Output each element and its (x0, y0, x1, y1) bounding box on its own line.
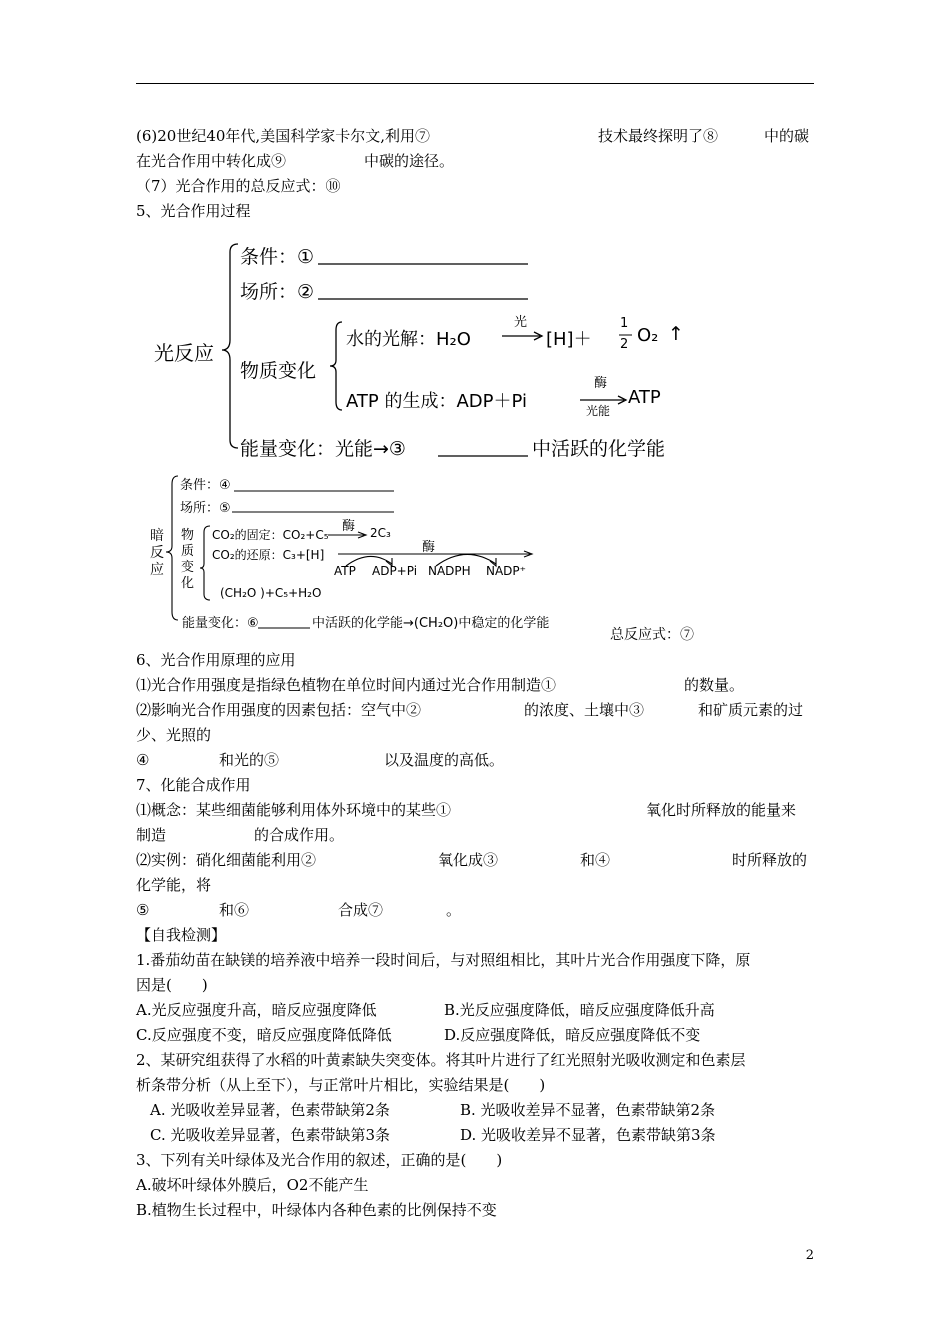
text-line: ⑴概念：某些细菌能够利用体外环境中的某些① (136, 801, 452, 819)
text-line: ⑵实例：硝化细菌能利用② (136, 851, 317, 869)
option-d: D.反应强度降低，暗反应强度降低不变 (444, 1026, 701, 1044)
atp-label: ATP (334, 564, 356, 578)
fixation-product: 2C₃ (370, 526, 391, 540)
option-a: A. 光吸收差异显著，色素带缺第2条 (150, 1101, 390, 1119)
light-energy-tail: 中活跃的化学能 (532, 438, 666, 460)
text-line: 和⑥ (219, 901, 250, 919)
option-b: B.光反应强度降低，暗反应强度降低升高 (444, 1001, 715, 1019)
text-line: 技术最终探明了⑧ (598, 127, 719, 145)
reduction-enzyme: 酶 (422, 540, 436, 555)
nadp-label: NADP⁺ (486, 564, 526, 578)
nadph-label: NADPH (428, 564, 471, 578)
question-text: 2、某研究组获得了水稻的叶黄素缺失突变体。将其叶片进行了红光照射光吸收测定和色素层 (136, 1051, 746, 1069)
text-line: 制造 (136, 826, 167, 844)
text-line: 的浓度、土壤中③ (524, 701, 645, 719)
light-reaction-title: 光反应 (154, 341, 214, 365)
section-heading: 6、光合作用原理的应用 (136, 651, 296, 669)
text-line: 和矿质元素的过 (698, 701, 804, 719)
option-b: B. 光吸收差异不显著，色素带缺第2条 (460, 1101, 716, 1119)
text-line: 中碳的途径。 (364, 152, 455, 170)
text-line: ⑤ (136, 901, 150, 919)
text-line: 氧化成③ (438, 851, 499, 869)
light-place-label: 场所：② (240, 281, 315, 303)
question-text: 析条带分析（从上至下），与正常叶片相比，实验结果是( ) (136, 1076, 546, 1094)
option-a: A.破坏叶绿体外膜后，O2不能产生 (136, 1176, 369, 1194)
text-line: （7）光合作用的总反应式：⑩ (136, 177, 341, 195)
text-line: 少、光照的 (136, 726, 212, 744)
text-line: 氧化时所释放的能量来 (646, 801, 797, 819)
enzyme-label: 酶 (594, 376, 608, 391)
light-condition-label: 条件：① (240, 246, 315, 268)
text-line: ④ (136, 751, 150, 769)
text-line: ⑵影响光合作用强度的因素包括：空气中② (136, 701, 422, 719)
dark-matter-label: 物质变化 (181, 528, 195, 591)
water-photolysis: 水的光解：H₂O (346, 329, 471, 350)
total-equation: 总反应式：⑦ (610, 627, 694, 643)
question-text: 因是( ) (136, 976, 208, 994)
option-b: B.植物生长过程中，叶绿体内各种色素的比例保持不变 (136, 1201, 497, 1219)
photolysis-product: [H]＋ (546, 329, 592, 350)
text-line: 和光的⑤ (219, 751, 280, 769)
text-line: 的数量。 (684, 676, 745, 694)
text-line: (6)20世纪40年代,美国科学家卡尔文,利用⑦ (136, 127, 430, 145)
dark-energy-change: 能量变化：⑥ (182, 616, 259, 631)
co2-reduction: CO₂的还原：C₃+[H] (212, 548, 325, 562)
option-d: D. 光吸收差异不显著，色素带缺第3条 (460, 1126, 716, 1144)
co2-fixation: CO₂的固定：CO₂+C₅ (212, 528, 329, 542)
light-energy-label: 光能 (586, 404, 611, 418)
reduction-products: (CH₂O )+C₅+H₂O (220, 586, 322, 600)
dark-energy-tail: 中活跃的化学能→(CH₂O)中稳定的化学能 (312, 616, 550, 631)
text-line: ⑴光合作用强度是指绿色植物在单位时间内通过光合作用制造① (136, 676, 557, 694)
text-line: 中的碳 (764, 127, 810, 145)
text-line: 的合成作用。 (254, 826, 345, 844)
light-energy-change: 能量变化：光能→③ (240, 438, 406, 460)
dark-condition-label: 条件：④ (180, 478, 231, 493)
text-line: 化学能，将 (136, 876, 212, 894)
adp-label: ADP+Pi (372, 564, 418, 578)
text-line: 在光合作用中转化成⑨ (136, 152, 287, 170)
light-label: 光 (514, 315, 528, 330)
dark-place-label: 场所：⑤ (180, 501, 231, 516)
atp-product: ATP (628, 387, 661, 408)
page-number: 2 (805, 1248, 814, 1263)
section-heading: 5、光合作用过程 (136, 202, 251, 220)
fraction-numerator: 1 (620, 316, 629, 331)
dark-reaction-title: 暗反应 (150, 528, 164, 578)
question-text: 1.番茄幼苗在缺镁的培养液中培养一段时间后，与对照组相比，其叶片光合作用强度下降，原 (136, 951, 751, 969)
text-line: 和④ (580, 851, 611, 869)
option-c: C. 光吸收差异显著，色素带缺第3条 (150, 1126, 391, 1144)
light-matter-label: 物质变化 (240, 360, 317, 382)
up-arrow-icon: ↑ (668, 323, 684, 345)
text-line: 以及温度的高低。 (384, 751, 505, 769)
option-c: C.反应强度不变，暗反应强度降低降低 (136, 1026, 392, 1044)
option-a: A.光反应强度升高，暗反应强度降低 (136, 1001, 377, 1019)
fraction-denominator: 2 (620, 337, 629, 352)
text-line: 时所释放的 (732, 851, 808, 869)
text-line: 合成⑦ (338, 901, 384, 919)
section-heading: 7、化能合成作用 (136, 776, 251, 794)
fixation-enzyme: 酶 (342, 519, 356, 534)
section-heading: 【自我检测】 (136, 926, 227, 944)
question-text: 3、下列有关叶绿体及光合作用的叙述，正确的是( ) (136, 1151, 503, 1169)
text-line: 。 (446, 901, 462, 919)
oxygen-product: O₂ (637, 325, 659, 346)
atp-synthesis: ATP 的生成：ADP＋Pi (346, 391, 527, 412)
